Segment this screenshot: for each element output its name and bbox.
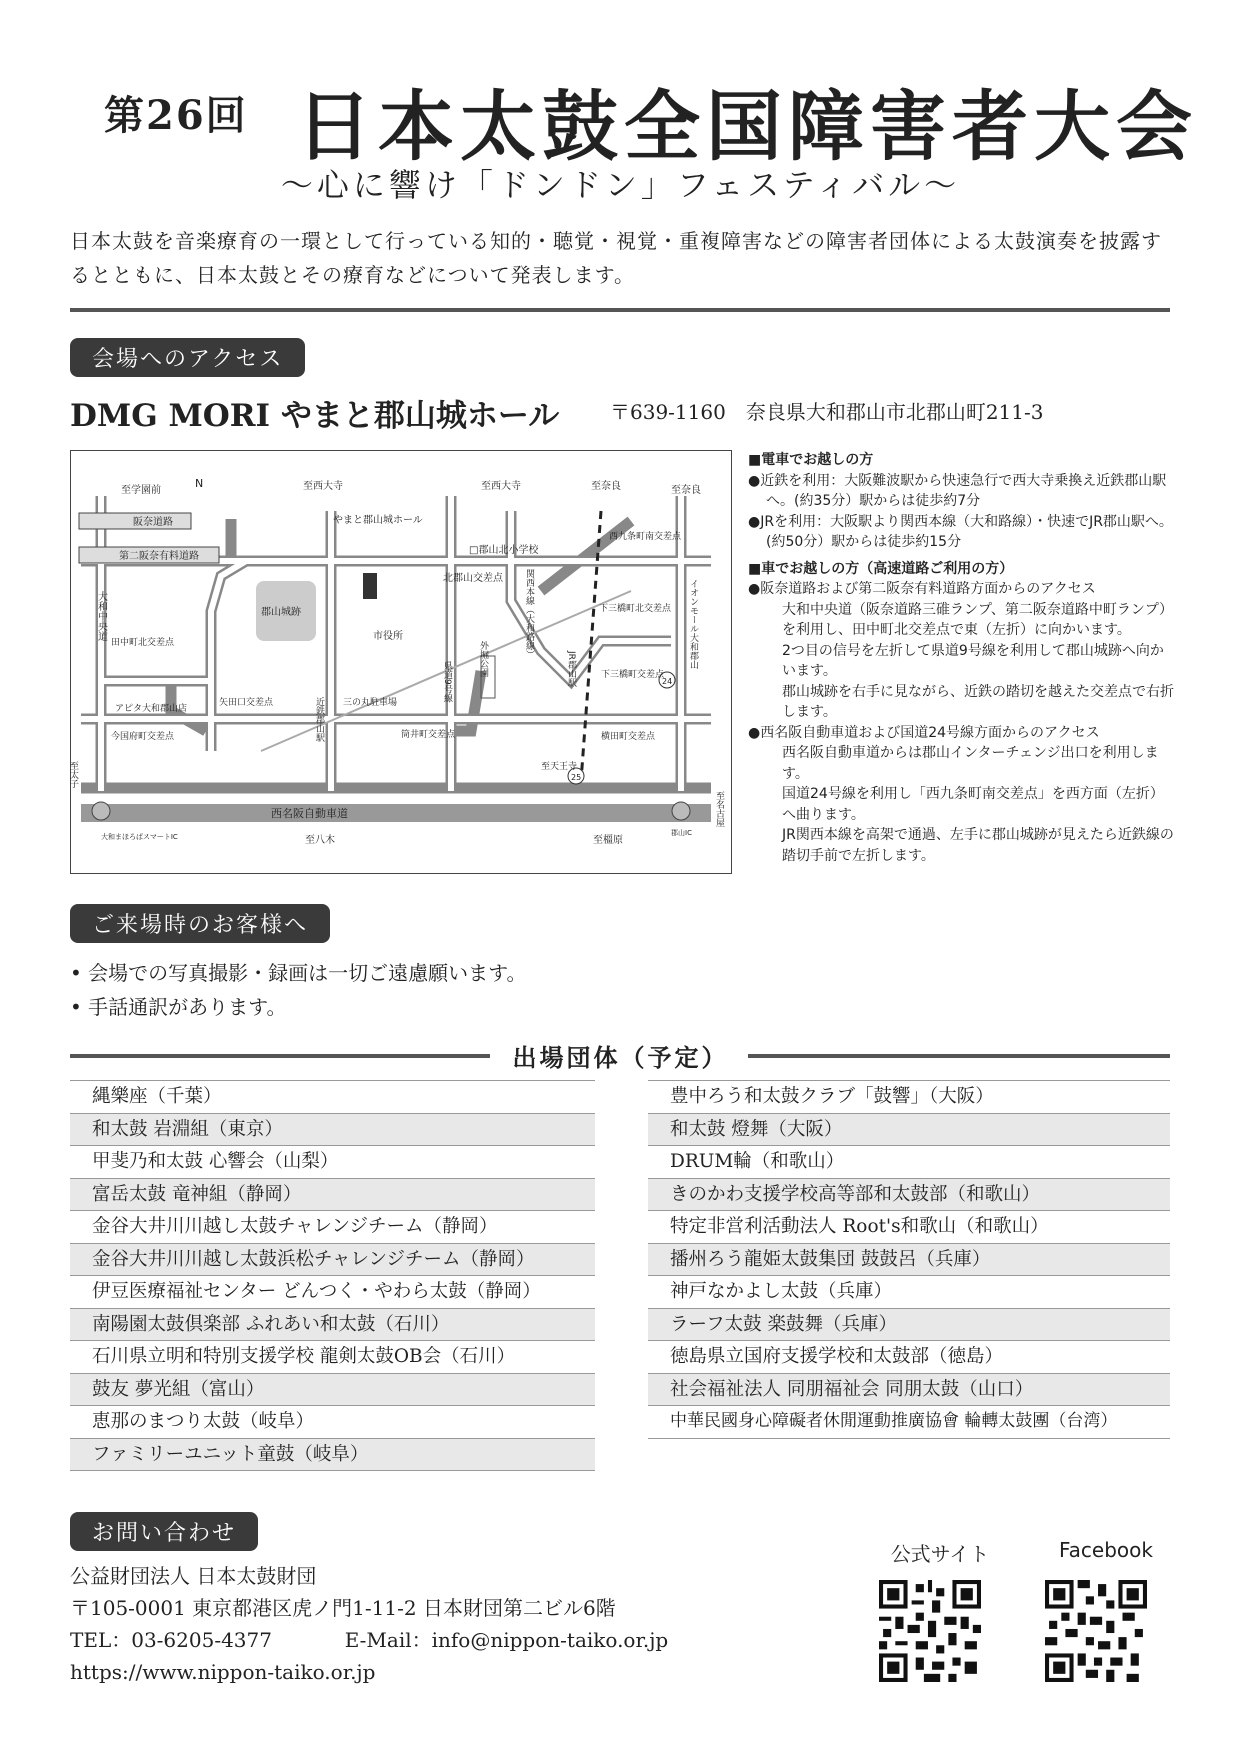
list-item: DRUM輪（和歌山） bbox=[648, 1146, 1170, 1179]
map-label: 阪奈道路 bbox=[133, 517, 173, 528]
map-label: 25 bbox=[571, 773, 582, 782]
event-number: 第26回 bbox=[104, 92, 248, 139]
map-label: 至天王寺 bbox=[541, 762, 578, 772]
map-label: 至西大寺 bbox=[303, 481, 343, 492]
map-label: アピタ大和郡山店 bbox=[115, 704, 188, 714]
venue-address: 〒639-1160 奈良県大和郡山市北郡山町211-3 bbox=[610, 400, 1044, 424]
access-heading: 会場へのアクセス bbox=[70, 338, 305, 377]
list-item: 豊中ろう和太鼓クラブ「鼓響」（大阪） bbox=[648, 1081, 1170, 1114]
list-item: 鼓友 夢光組（富山） bbox=[70, 1374, 595, 1407]
contact-heading: お問い合わせ bbox=[70, 1512, 258, 1551]
map-label: 関西本線（大和路線） bbox=[524, 569, 534, 659]
car-route-line: JR関西本線を高架で通過、左手に郡山城跡が見えたら近鉄線の踏切手前で左折します。 bbox=[782, 827, 1174, 864]
map-svg bbox=[68, 451, 731, 873]
map-ic-marker bbox=[92, 802, 110, 820]
map-label: 下三橋町交差点 bbox=[601, 670, 665, 680]
contact-org: 公益財団法人 日本太鼓財団 bbox=[70, 1564, 317, 1588]
map-ic-marker bbox=[672, 802, 690, 820]
list-item: 富岳太鼓 竜神組（静岡） bbox=[70, 1179, 595, 1212]
page-title: 日本太鼓全国障害者大会 bbox=[296, 82, 1198, 171]
train-item: ●JRを利用：大阪駅より関西本線（大和路線）・快速でJR郡山駅へ。(約50分）駅からは徒歩約15分 bbox=[748, 513, 1173, 550]
map-label: 矢田口交差点 bbox=[219, 698, 274, 708]
map-label: 郡山IC bbox=[671, 829, 692, 837]
map-label: 至名古屋 bbox=[714, 791, 724, 827]
map-label: 郡山城跡 bbox=[261, 607, 301, 618]
car-route-line: 国道24号線を利用し「西九条町南交差点」を西方面（左折）へ曲ります。 bbox=[782, 786, 1164, 823]
list-item: 社会福祉法人 同朋福祉会 同朋太鼓（山口） bbox=[648, 1374, 1170, 1407]
list-item: 和太鼓 岩淵組（東京） bbox=[70, 1114, 595, 1147]
list-item: 縄樂座（千葉） bbox=[70, 1081, 595, 1114]
car-route-line: 西名阪自動車道からは郡山インターチェンジ出口を利用します。 bbox=[782, 745, 1159, 782]
train-heading: ■電車でお越しの方 bbox=[748, 452, 874, 468]
map-label: 第二阪奈有料道路 bbox=[119, 551, 199, 562]
map-label-north: N bbox=[195, 477, 204, 490]
list-item: きのかわ支援学校高等部和太鼓部（和歌山） bbox=[648, 1179, 1170, 1212]
qr-code-facebook-icon[interactable] bbox=[1045, 1580, 1147, 1682]
contact-tel: TEL：03-6205-4377 bbox=[70, 1628, 272, 1652]
contact-phone-email bbox=[70, 1624, 668, 1656]
map-label: 県道9号線 bbox=[442, 661, 452, 703]
contact-info bbox=[70, 1560, 668, 1688]
intro-text: 日本太鼓を音楽療育の一環として行っている知的・聴覚・視覚・重複障害などの障害者団体による太鼓演奏を披露するとともに、日本太鼓とその療育などについて発表します。 bbox=[70, 229, 1162, 287]
list-item: 金谷大井川川越し太鼓チャレンジチーム（静岡） bbox=[70, 1211, 595, 1244]
divider bbox=[70, 308, 1170, 312]
map-label: 田中町北交差点 bbox=[111, 638, 175, 648]
map-label: 近鉄郡山駅 bbox=[314, 697, 324, 742]
list-item: 南陽園太鼓倶楽部 ふれあい和太鼓（石川） bbox=[70, 1309, 595, 1342]
car-heading: ■車でお越しの方（高速道路ご利用の方） bbox=[748, 560, 1014, 577]
map-label: 24 bbox=[662, 677, 673, 686]
notice-item: • 手話通訳があります。 bbox=[70, 995, 287, 1019]
list-item: 石川県立明和特別支援学校 龍剣太鼓OB会（石川） bbox=[70, 1341, 595, 1374]
access-map bbox=[70, 450, 732, 874]
notice-heading: ご来場時のお客様へ bbox=[70, 904, 330, 943]
map-label: 至八木 bbox=[305, 835, 335, 846]
map-label: 至太子 bbox=[68, 761, 78, 788]
car-route-line: 2つ目の信号を左折して県道9号線を利用して郡山城跡へ向かいます。 bbox=[782, 642, 1164, 679]
list-item: 播州ろう龍姫太鼓集団 鼓鼓呂（兵庫） bbox=[648, 1244, 1170, 1277]
map-label: 至学園前 bbox=[121, 485, 161, 496]
map-label: 西名阪自動車道 bbox=[271, 807, 348, 820]
qr-site-block bbox=[880, 1538, 1000, 1567]
list-item: 和太鼓 燈舞（大阪） bbox=[648, 1114, 1170, 1147]
qr-facebook-block bbox=[1046, 1538, 1166, 1562]
performers-heading: 出場団体（予定） bbox=[512, 1043, 729, 1072]
notice-list bbox=[70, 956, 527, 1024]
performers-right bbox=[648, 1080, 1170, 1439]
map-label: 至西大寺 bbox=[481, 481, 521, 492]
qr-code-site-icon[interactable] bbox=[879, 1580, 981, 1682]
list-item: 伊豆医療福祉センター どんつく・やわら太鼓（静岡） bbox=[70, 1276, 595, 1309]
map-label: 大和中央道 bbox=[95, 591, 107, 641]
map-label: 筒井町交差点 bbox=[401, 730, 456, 740]
car-route-title: ●阪奈道路および第二阪奈有料道路方面からのアクセス bbox=[748, 581, 1096, 597]
map-label: JR郡山駅 bbox=[566, 651, 576, 687]
performers-left bbox=[70, 1080, 595, 1471]
list-item: 特定非営利活動法人 Root's和歌山（和歌山） bbox=[648, 1211, 1170, 1244]
map-label: 今国府町交差点 bbox=[111, 732, 175, 742]
notice-item: • 会場での写真撮影・録画は一切ご遠慮願います。 bbox=[70, 961, 527, 985]
map-label: 至奈良 bbox=[671, 485, 701, 496]
list-item: 徳島県立国府支援学校和太鼓部（徳島） bbox=[648, 1341, 1170, 1374]
map-label: イオンモール大和郡山 bbox=[688, 579, 698, 669]
qr-facebook-label: Facebook bbox=[1059, 1538, 1153, 1562]
map-label: 下三橋町北交差点 bbox=[599, 604, 672, 614]
list-item: ファミリーユニット童鼓（岐阜） bbox=[70, 1439, 595, 1472]
train-item: ●近鉄を利用：大阪難波駅から快速急行で西大寺乗換え近鉄郡山駅へ。(約35分）駅からは徒歩約7分 bbox=[748, 472, 1167, 509]
qr-site-label: 公式サイト bbox=[890, 1542, 990, 1566]
map-label: 横田町交差点 bbox=[601, 732, 656, 742]
contact-address: 〒105-0001 東京都港区虎ノ門1-11-2 日本財団第二ビル6階 bbox=[70, 1596, 616, 1620]
title-block bbox=[0, 62, 1241, 171]
contact-url[interactable]: https://www.nippon-taiko.or.jp bbox=[70, 1660, 376, 1684]
contact-email[interactable]: E-Mail：info@nippon-taiko.or.jp bbox=[344, 1628, 669, 1652]
map-label: 大和まほろばスマートIC bbox=[101, 833, 178, 841]
map-label: 三の丸駐車場 bbox=[343, 698, 398, 708]
car-route-line: 郡山城跡を右手に見ながら、近鉄の踏切を越えた交差点で右折します。 bbox=[782, 683, 1174, 720]
car-route-title: ●西名阪自動車道および国道24号線方面からのアクセス bbox=[748, 724, 1100, 741]
map-label: 西九条町南交差点 bbox=[609, 532, 682, 542]
list-item: 中華民國身心障礙者休閒運動推廣協會 輪轉太鼓團（台湾） bbox=[648, 1406, 1170, 1439]
access-directions bbox=[748, 450, 1176, 866]
map-label: 北郡山交差点 bbox=[443, 573, 503, 584]
map-label: 外堀公園 bbox=[478, 641, 488, 677]
map-hall-marker bbox=[363, 573, 377, 599]
list-item: 金谷大井川川越し太鼓浜松チャレンジチーム（静岡） bbox=[70, 1244, 595, 1277]
map-label: やまと郡山城ホール bbox=[333, 515, 423, 526]
venue-name: DMG MORI やまと郡山城ホール bbox=[70, 398, 560, 434]
car-route-line: 大和中央道（阪奈道路三碓ランプ、第二阪奈道路中町ランプ）を利用し、田中町北交差点で東（左折）に向かいます。 bbox=[782, 601, 1174, 638]
list-item: 恵那のまつり太鼓（岐阜） bbox=[70, 1406, 595, 1439]
list-item: 甲斐乃和太鼓 心響会（山梨） bbox=[70, 1146, 595, 1179]
performers-heading-row bbox=[0, 1038, 1241, 1072]
page-subtitle: 〜心に響け「ドンドン」フェスティバル〜 bbox=[280, 166, 961, 204]
map-label: 至橿原 bbox=[593, 835, 623, 846]
list-item: 神戸なかよし太鼓（兵庫） bbox=[648, 1276, 1170, 1309]
map-label: 市役所 bbox=[373, 631, 403, 642]
map-label: □郡山北小学校 bbox=[469, 545, 539, 556]
map-label: 至奈良 bbox=[591, 481, 621, 492]
list-item: ラーフ太鼓 楽鼓舞（兵庫） bbox=[648, 1309, 1170, 1342]
